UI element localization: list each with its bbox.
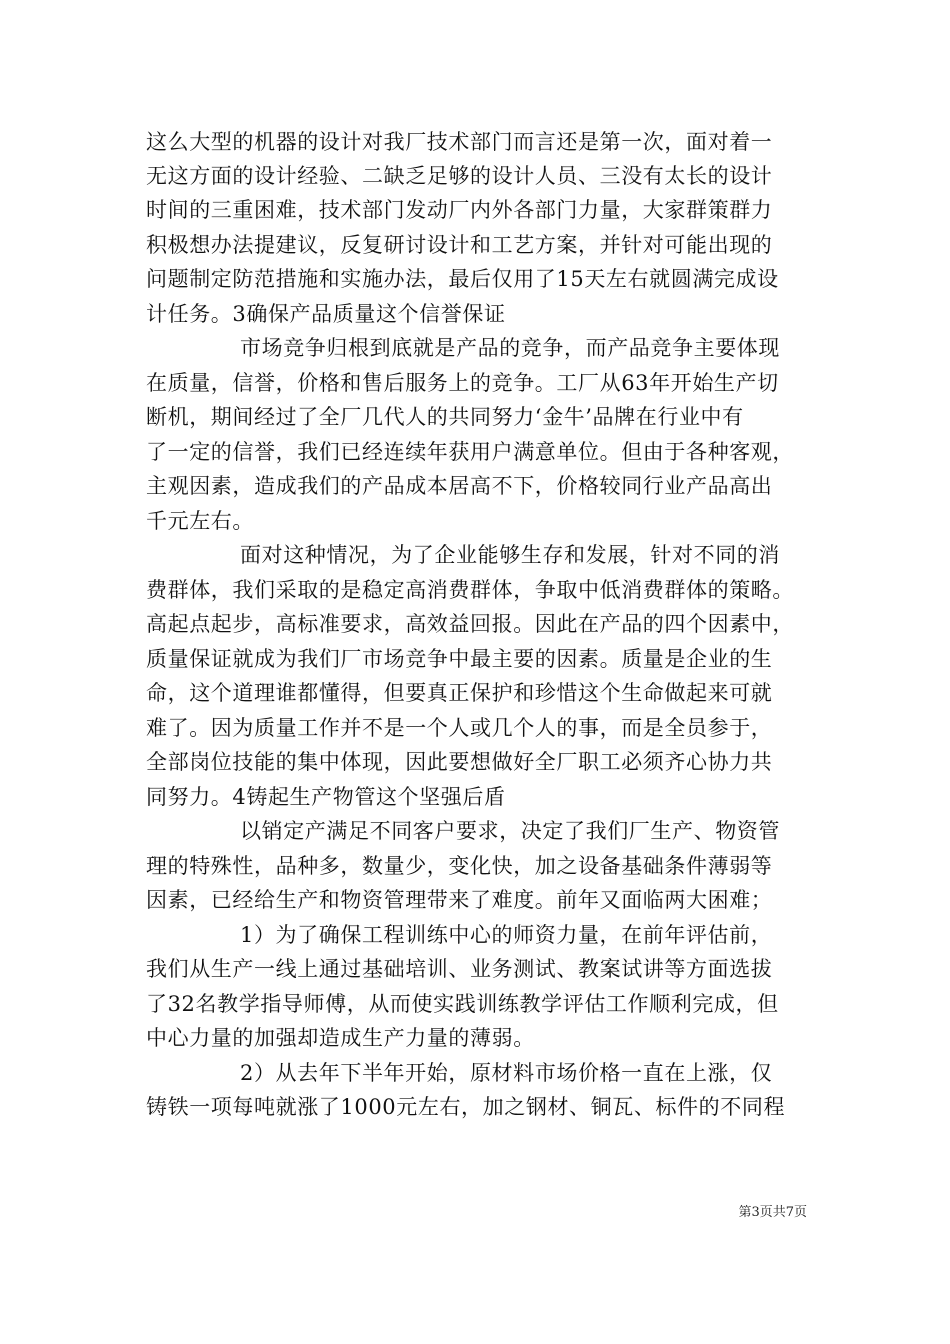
text-line: 这么大型的机器的设计对我厂技术部门而言还是第一次，面对着一 (146, 130, 773, 154)
text-line: 无这方面的设计经验、二缺乏足够的设计人员、三没有太长的设计 (146, 164, 773, 188)
text-line: 主观因素，造成我们的产品成本居高不下，价格较同行业产品高出 (146, 474, 773, 498)
text-line: 断机，期间经过了全厂几代人的共同努力‘金牛’品牌在行业中有 (146, 405, 744, 429)
text-line: 费群体，我们采取的是稳定高消费群体，争取中低消费群体的策略。 (146, 578, 794, 602)
text-line: 在质量，信誉，价格和售后服务上的竞争。工厂从63年开始生产切 (146, 371, 779, 395)
text-line: 了一定的信誉，我们已经连续年获用户满意单位。但由于各种客观， (146, 440, 794, 464)
text-line: 了32名教学指导师傅，从而使实践训练教学评估工作顺利完成，但 (146, 992, 779, 1016)
text-line: 中心力量的加强却造成生产力量的薄弱。 (146, 1026, 535, 1050)
text-line: 铸铁一项每吨就涨了1000元左右，加之钢材、铜瓦、标件的不同程 (146, 1095, 786, 1119)
text-line: 时间的三重困难，技术部门发动厂内外各部门力量，大家群策群力 (146, 198, 773, 222)
text-line: 计任务。3确保产品质量这个信誉保证 (146, 302, 506, 326)
text-line: 面对这种情况，为了企业能够生存和发展，针对不同的消 (240, 543, 780, 567)
text-line: 理的特殊性，品种多，数量少，变化快，加之设备基础条件薄弱等 (146, 854, 773, 878)
text-line: 全部岗位技能的集中体现，因此要想做好全厂职工必须齐心协力共 (146, 750, 773, 774)
text-line: 难了。因为质量工作并不是一个人或几个人的事，而是全员参于， (146, 716, 773, 740)
text-line: 高起点起步，高标准要求，高效益回报。因此在产品的四个因素中， (146, 612, 794, 636)
text-line: 因素，已经给生产和物资管理带来了难度。前年又面临两大困难； (146, 888, 773, 912)
text-line: 市场竞争归根到底就是产品的竞争，而产品竞争主要体现 (240, 336, 780, 360)
text-line: 质量保证就成为我们厂市场竞争中最主要的因素。质量是企业的生 (146, 647, 773, 671)
text-line: 千元左右。 (146, 509, 254, 533)
text-line: 我们从生产一线上通过基础培训、业务测试、教案试讲等方面选拔 (146, 957, 773, 981)
text-line: 命，这个道理谁都懂得，但要真正保护和珍惜这个生命做起来可就 (146, 681, 773, 705)
text-line: 2）从去年下半年开始，原材料市场价格一直在上涨，仅 (240, 1061, 773, 1085)
text-line: 同努力。4铸起生产物管这个坚强后盾 (146, 785, 506, 809)
text-line: 问题制定防范措施和实施办法，最后仅用了15天左右就圆满完成设 (146, 267, 779, 291)
page-number-footer: 第3页共7页 (738, 1205, 807, 1220)
text-line: 1）为了确保工程训练中心的师资力量，在前年评估前， (240, 923, 773, 947)
text-line: 以销定产满足不同客户要求，决定了我们厂生产、物资管 (240, 819, 780, 843)
text-line: 积极想办法提建议，反复研讨设计和工艺方案，并针对可能出现的 (146, 233, 773, 257)
